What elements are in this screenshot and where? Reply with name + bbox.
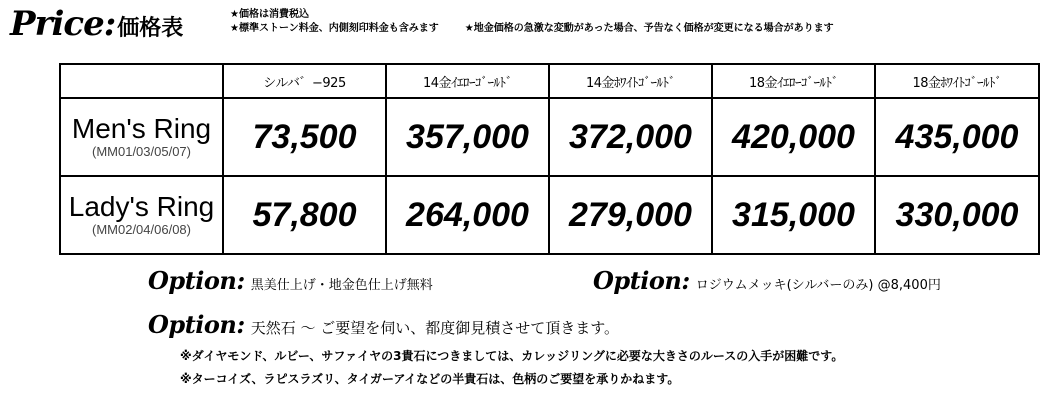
price-cell: 435,000	[875, 98, 1039, 176]
price-cell: 279,000	[549, 176, 712, 254]
price-table	[59, 63, 1040, 255]
price-cell: 73,500	[223, 98, 386, 176]
row-label-ladys-ring	[60, 176, 223, 254]
row-name: Lady's Ring	[68, 191, 215, 222]
stone-note-precious: ※ダイヤモンド、ルビー、サファイヤの3貴石につきましては、カレッジリングに必要な大きさのルースの入手が困難です。	[180, 349, 844, 363]
table-row	[60, 176, 1039, 254]
header-corner	[60, 64, 223, 98]
stone-note-semiprecious: ※ターコイズ、ラピスラズリ、タイガーアイなどの半貴石は、色柄のご要望を承りかねます。	[180, 372, 680, 386]
header-14k-white-gold: 14金ﾎﾜｲﾄｺﾞｰﾙﾄﾞ	[549, 64, 712, 98]
option-rhodium	[593, 266, 941, 295]
price-cell: 57,800	[223, 176, 386, 254]
title-japanese: 価格表	[117, 16, 184, 41]
header-14k-yellow-gold: 14金ｲｴﾛｰｺﾞｰﾙﾄﾞ	[386, 64, 549, 98]
table-row	[60, 98, 1039, 176]
page-title	[10, 4, 183, 48]
price-cell: 315,000	[712, 176, 875, 254]
option-label: Option:	[148, 310, 245, 339]
price-cell: 330,000	[875, 176, 1039, 254]
row-label-mens-ring	[60, 98, 223, 176]
option-finish	[148, 266, 433, 295]
note-stone: ★標準ストーン料金、内側刻印料金も含みます	[230, 23, 439, 34]
header-18k-yellow-gold: 18金ｲｴﾛｰｺﾞｰﾙﾄﾞ	[712, 64, 875, 98]
price-notes	[230, 8, 834, 36]
row-code: (MM01/03/05/07)	[92, 144, 191, 159]
option-natural-stone	[148, 310, 619, 339]
option-label: Option:	[593, 266, 690, 295]
price-cell: 420,000	[712, 98, 875, 176]
row-code: (MM02/04/06/08)	[92, 222, 191, 237]
table-header-row	[60, 64, 1039, 98]
title-english: Price:	[10, 4, 116, 44]
notes-line-2	[230, 22, 834, 36]
header-silver925: シルバ゛−925	[223, 64, 386, 98]
price-cell: 264,000	[386, 176, 549, 254]
price-cell: 372,000	[549, 98, 712, 176]
option-text: 黒美仕上げ・地金色仕上げ無料	[250, 278, 433, 293]
option-text: ロジウムメッキ(シルバーのみ) @8,400円	[695, 278, 941, 293]
header-18k-white-gold: 18金ﾎﾜｲﾄｺﾞｰﾙﾄﾞ	[875, 64, 1039, 98]
row-name: Men's Ring	[71, 113, 212, 144]
option-label: Option:	[148, 266, 245, 295]
option-text: 天然石 〜 ご要望を伺い、都度御見積させて頂きます。	[250, 319, 620, 337]
price-cell: 357,000	[386, 98, 549, 176]
note-gold: ★地金価格の急激な変動があった場合、予告なく価格が変更になる場合があります	[464, 23, 834, 34]
note-tax: ★価格は消費税込	[230, 9, 309, 20]
